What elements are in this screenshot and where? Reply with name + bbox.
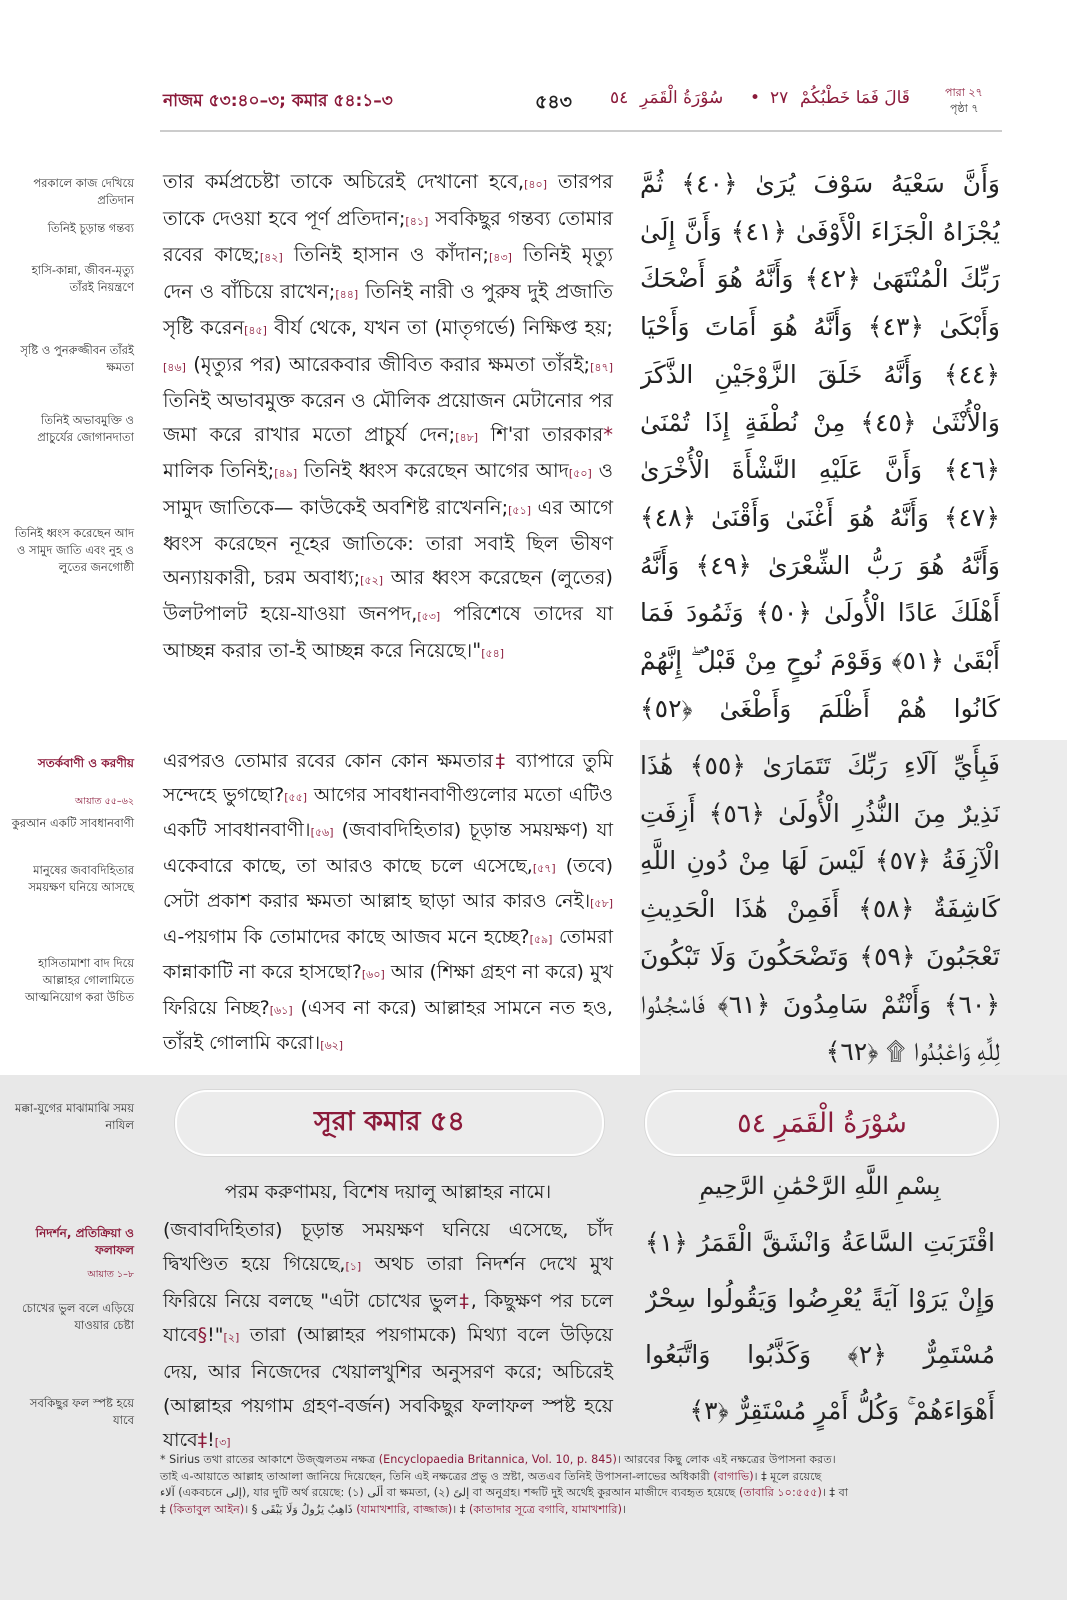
footnote-line-3: آلاء (একবচনে إلى), যার দুটি অর্থ রয়েছে: (১) ألَى বা ক্ষমতা, (২) إلىً বা অনুগ্রহ। শব্দটি দুই অর্থেই কুরআন মাজীদে ব্যবহৃত হয়েছে (তাবারি ১০:৫৫৫)। ‡ বা	[160, 1486, 849, 1499]
side-note-3: হাসি-কান্না, জীবন-মৃত্যু তাঁরই নিয়ন্ত্রণে	[31, 263, 134, 294]
header-para: পারা ২৭	[945, 86, 983, 99]
side-note-4: সৃষ্টি ও পুনরুজ্জীবন তাঁরই ক্ষমতা	[20, 343, 134, 374]
side-heading-signs-ayat: আয়াত ১–৮	[87, 1269, 134, 1280]
side-note-11: চোখের ভুল বলে এড়িয়ে যাওয়ার চেষ্টা	[21, 1301, 134, 1332]
header-bullet: •	[750, 88, 761, 108]
side-note-5: তিনিই অভাবমুক্তি ও প্রাচুর্যের জোগানদাতা	[37, 413, 134, 444]
arabic-block-3: اقْتَرَبَتِ السَّاعَةُ وَانْشَقَّ الْقَمَرُ ﴿١﴾ وَإِنْ يَرَوْا آيَةً يُعْرِضُوا وَيَقُولُوا سِحْرٌ مُسْتَمِرٌّ ﴿٢﴾ وَكَذَّبُوا وَاتَّبَعُوا أَهْوَاءَهُمْ ۚ وَكُلُّ أَمْرٍ مُسْتَقِرٌّ ﴿٣﴾	[645, 1228, 995, 1425]
side-note-6: তিনিই ধ্বংস করেছেন আদ ও সামুদ জাতি এবং নুহ ও লুতের জনগোষ্ঠী	[14, 526, 134, 574]
header-chapter-ref: নাজম ৫৩:৪০–৩; কমার ৫৪:১–৩	[163, 91, 393, 111]
bismillah-arabic: بِسْمِ اللَّهِ الرَّحْمَٰنِ الرَّحِيمِ	[699, 1172, 941, 1200]
side-note-10: মক্কা-যুগের মাঝামাঝি সময় নাযিল	[15, 1101, 134, 1132]
header-rule	[160, 130, 1002, 132]
side-heading-warning-ayat: আয়াত ৫৫–৬২	[74, 796, 134, 807]
header-page-in-para: পৃষ্ঠা ৭	[950, 102, 979, 115]
footnote-line-2: তাই এ-আয়াতে আল্লাহ তাআলা জানিয়ে দিয়েছেন, তিনি এই নক্ষত্রের প্রভু ও স্রষ্টা, অতএব তিনিই উপাসনা-লাভের অধিকারী (বাগাভি)। ‡ মূলে রয়েছে	[160, 1469, 822, 1483]
page-number: ৫৪৩	[535, 91, 573, 113]
side-note-9: হাসিতামাশা বাদ দিয়ে আল্লাহর গোলামিতে আত্মনিয়োগ করা উচিত	[24, 956, 134, 1004]
arabic-block-2: فَبِأَيِّ آلَاءِ رَبِّكَ تَتَمَارَىٰ ﴿٥٥﴾ هَٰذَا نَذِيرٌ مِنَ النُّذُرِ الْأُولَىٰ ﴿٥٦﴾ أَزِفَتِ الْآزِفَةُ ﴿٥٧﴾ لَيْسَ لَهَا مِنْ دُونِ اللَّهِ كَاشِفَةٌ ﴿٥٨﴾ أَفَمِنْ هَٰذَا الْحَدِيثِ تَعْجَبُونَ ﴿٥٩﴾ وَتَضْحَكُونَ وَلَا تَبْكُونَ ﴿٦٠﴾ وَأَنْتُمْ سَامِدُونَ ﴿٦١﴾ فَاسْجُدُوا لِلَّهِ وَاعْبُدُوا ۩ ﴿٦٢﴾	[640, 751, 1000, 1067]
header-surah-number: ٥٤	[610, 88, 629, 108]
header-juz-number: ٢٧	[770, 88, 789, 108]
side-note-2: তিনিই চূড়ান্ত গন্তব্য	[47, 221, 134, 235]
footnote-line-4: ‡ (কিতাবুল আইন)। § ذَاهِبٌ يَزُولُ وَلَا يَبْقَى (যামাখশারি, বাজ্জাজ)। ‡ (কাতাদার সূত্রে বগাবি, যামাখশারি)।	[160, 1502, 626, 1516]
side-heading-warning: সতর্কবাণী ও করণীয়	[37, 756, 134, 770]
side-note-8: মানুষের জবাবদিহিতার সময়ক্ষণ ঘনিয়ে আসছে	[28, 863, 134, 894]
surah-title-arabic: سُوْرَةُ الْقَمَرِ ٥٤	[645, 1090, 999, 1156]
translation-block-3: (জবাবদিহিতার) চূড়ান্ত সময়ক্ষণ ঘনিয়ে এসেছে, চাঁদ দ্বিখণ্ডিত হয়ে গিয়েছে,[১] অথচ তারা নিদর্শন দেখে মুখ ফিরিয়ে নিয়ে বলছে "এটা চোখের ভুল‡, কিছুক্ষণ পর চলে যাবে§!"[২] তারা (আল্লাহর পয়গামকে) মিথ্যা বলে উড়িয়ে দেয়, আর নিজেদের খেয়ালখুশির অনুসরণ করে; অচিরেই (আল্লাহর পয়গাম গ্রহণ-বর্জন) সবকিছুর ফলাফল স্পষ্ট হয়ে যাবে‡![৩]	[163, 1219, 614, 1451]
bismillah-bengali: পরম করুণাময়, বিশেষ দয়ালু আল্লাহর নামে।	[224, 1181, 552, 1203]
arabic-block-1: وَأَنَّ سَعْيَهُ سَوْفَ يُرَىٰ ﴿٤٠﴾ ثُمَّ يُجْزَاهُ الْجَزَاءَ الْأَوْفَىٰ ﴿٤١﴾ وَأَنَّ إِلَىٰ رَبِّكَ الْمُنْتَهَىٰ ﴿٤٢﴾ وَأَنَّهُ هُوَ أَضْحَكَ وَأَبْكَىٰ ﴿٤٣﴾ وَأَنَّهُ هُوَ أَمَاتَ وَأَحْيَا ﴿٤٤﴾ وَأَنَّهُ خَلَقَ الزَّوْجَيْنِ الذَّكَرَ وَالْأُنْثَىٰ ﴿٤٥﴾ مِنْ نُطْفَةٍ إِذَا تُمْنَىٰ ﴿٤٦﴾ وَأَنَّ عَلَيْهِ النَّشْأَةَ الْأُخْرَىٰ ﴿٤٧﴾ وَأَنَّهُ هُوَ أَغْنَىٰ وَأَقْنَىٰ ﴿٤٨﴾ وَأَنَّهُ هُوَ رَبُّ الشِّعْرَىٰ ﴿٤٩﴾ وَأَنَّهُ أَهْلَكَ عَادًا الْأُولَىٰ ﴿٥٠﴾ وَثَمُودَ فَمَا أَبْقَىٰ ﴿٥١﴾ وَقَوْمَ نُوحٍ مِنْ قَبْلُ ۖ إِنَّهُمْ كَانُوا هُمْ أَظْلَمَ وَأَطْغَىٰ ﴿٥٢﴾	[640, 169, 1000, 723]
header-juz-name: قَالَ فَمَا خَطْبُكُمْ	[800, 88, 910, 108]
footnote-line-1: * Sirius তথা রাতের আকাশে উজ্জ্বলতম নক্ষত্র (Encyclopaedia Britannica, Vol. 10, p. 845)। আরবের কিছু লোক এই নক্ষত্রের উপাসনা করত।	[160, 1453, 836, 1466]
translation-block-2: এরপরও তোমার রবের কোন কোন ক্ষমতার‡ ব্যাপারে তুমি সন্দেহে ভুগছো?[৫৫] আগের সাবধানবাণীগুলোর মতো এটিও একটি সাবধানবাণী।[৫৬] (জবাবদিহিতার) চূড়ান্ত সময়ক্ষণ) যা একেবারে কাছে, তা আরও কাছে চলে এসেছে,[৫৭] (তবে) সেটা প্রকাশ করার ক্ষমতা আল্লাহ ছাড়া আর কারও নেই।[৫৮] এ-পয়গাম কি তোমাদের কাছে আজব মনে হচ্ছে?[৫৯] তোমরা কান্নাকাটি না করে হাসছো?[৬০] আর (শিক্ষা গ্রহণ না করে) মুখ ফিরিয়ে নিচ্ছ?[৬১] (এসব না করে) আল্লাহর সামনে নত হও, তাঁরই গোলামি করো।[৬২]	[163, 750, 613, 1054]
side-note-1: পরকালে কাজ দেখিয়ে প্রতিদান	[33, 176, 134, 207]
side-note-7: কুরআন একটি সাবধানবাণী	[11, 816, 134, 830]
side-note-12: সবকিছুর ফল স্পষ্ট হয়ে যাবে	[29, 1396, 134, 1427]
side-heading-signs: নিদর্শন, প্রতিক্রিয়া ও ফলাফল	[35, 1226, 134, 1257]
surah-title-bengali: সূরা কমার ৫৪	[175, 1090, 604, 1156]
header-surah-title: سُوْرَةُ الْقَمَرِ	[640, 88, 724, 108]
footnotes	[160, 1452, 1002, 1518]
translation-block-1: তার কর্মপ্রচেষ্টা তাকে অচিরেই দেখানো হবে,[৪০] তারপর তাকে দেওয়া হবে পূর্ণ প্রতিদান;[৪১] সবকিছুর গন্তব্য তোমার রবের কাছে;[৪২] তিনিই হাসান ও কাঁদান;[৪৩] তিনিই মৃত্যু দেন ও বাঁচিয়ে রাখেন;[৪৪] তিনিই নারী ও পুরুষ দুই প্রজাতি সৃষ্টি করেন[৪৫] বীর্য থেকে, যখন তা (মাতৃগর্ভে) নিক্ষিপ্ত হয়;[৪৬] (মৃত্যুর পর) আরেকবার জীবিত করার ক্ষমতা তাঁরই;[৪৭] তিনিই অভাবমুক্ত করেন ও মৌলিক প্রয়োজন মেটানোর পর জমা করে রাখার মতো প্রাচুর্য দেন;[৪৮] শি'রা তারকার* মালিক তিনিই;[৪৯] তিনিই ধ্বংস করেছেন আগের আদ[৫০] ও সামুদ জাতিকে— কাউকেই অবশিষ্ট রাখেননি;[৫১] এর আগে ধ্বংস করেছেন নূহের জাতিকে: তারা সবাই ছিল ভীষণ অন্যায়কারী, চরম অবাধ্য;[৫২] আর ধ্বংস করেছেন (লুতের) উলটপালট হয়ে-যাওয়া জনপদ,[৫৩] পরিশেষে তাদের যা আচ্ছন্ন করার তা-ই আচ্ছন্ন করে নিয়েছে।"[৫৪]	[163, 170, 614, 662]
